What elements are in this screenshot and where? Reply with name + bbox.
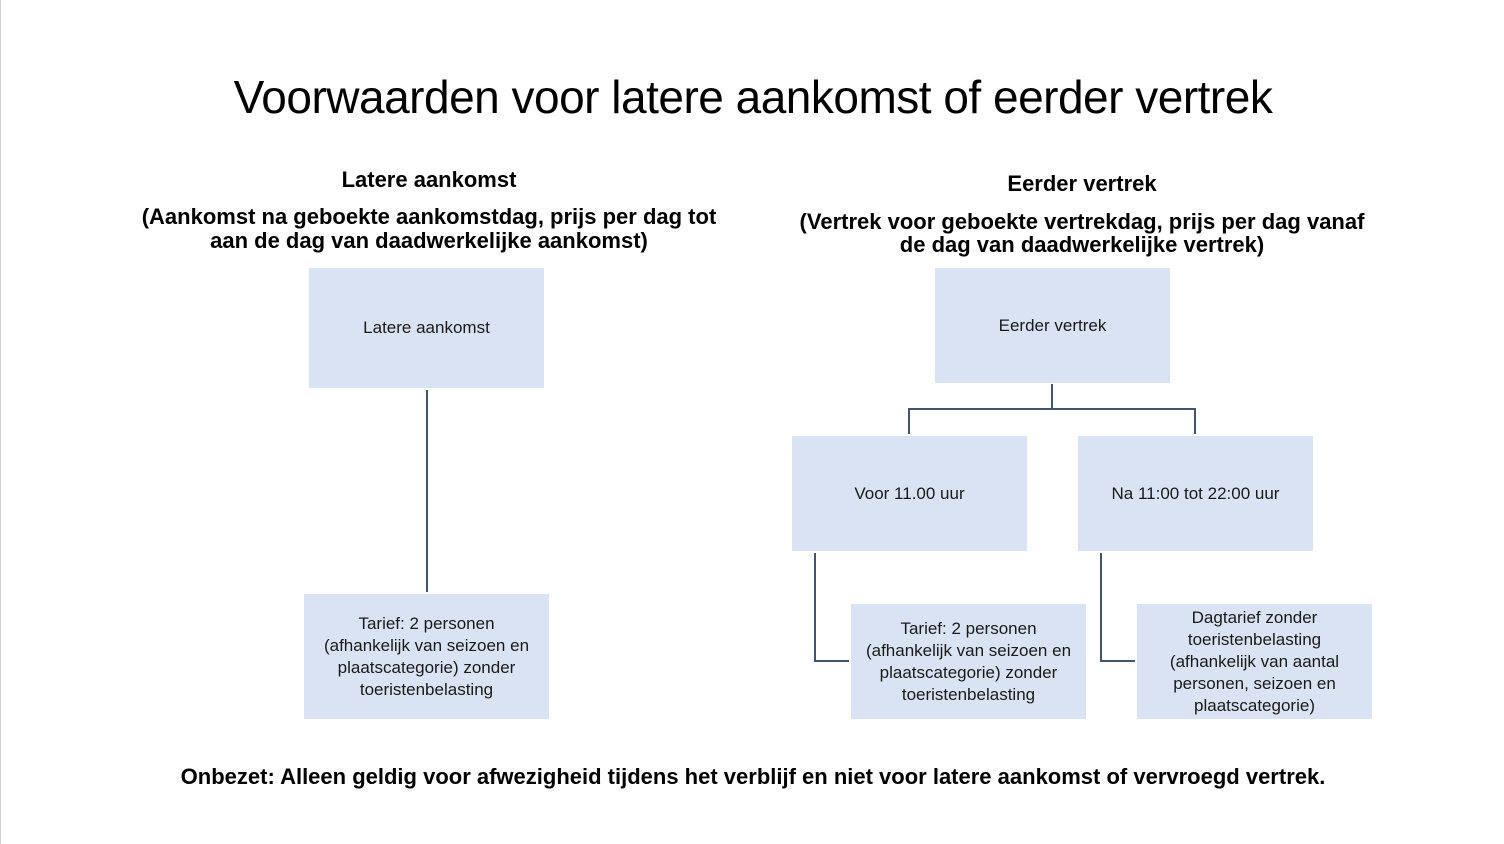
before-11-rate-box <box>851 604 1086 719</box>
left-section-heading: Latere aankomst <box>341 167 517 192</box>
after-11-day-rate-label: Dagtarief zonder toeristenbelasting (afhankelijk van aantal personen, seizoen en plaatscategorie) <box>1169 607 1340 715</box>
later-arrival-root-box <box>309 268 544 388</box>
before-11-rate-label: Tarief: 2 personen (afhankelijk van seizoen en plaatscategorie) zonder toeristenbelasting <box>865 618 1072 704</box>
right-section-heading: Eerder vertrek <box>1007 171 1157 196</box>
left-section-subtitle-line2: aan de dag van daadwerkelijke aankomst) <box>210 228 648 253</box>
page-title: Voorwaarden voor latere aankomst of eerder vertrek <box>233 71 1273 123</box>
footer-note: Onbezet: Alleen geldig voor afwezigheid tijdens het verblijf en niet voor latere aankomst of vervroegd vertrek. <box>180 764 1326 789</box>
after-11-day-rate-box <box>1137 604 1372 719</box>
early-departure-root-box <box>935 268 1170 383</box>
later-arrival-rate-box <box>304 594 549 719</box>
branch-a-to-leaf-a-line <box>815 553 849 661</box>
branch-b-to-leaf-b-line <box>1101 553 1135 661</box>
early-departure-root-label: Eerder vertrek <box>998 315 1107 335</box>
right-section-subtitle-line1: (Vertrek voor geboekte vertrekdag, prijs per dag vanaf <box>799 209 1365 234</box>
before-11-box <box>792 436 1027 551</box>
later-arrival-root-label: Latere aankomst <box>363 318 490 337</box>
left-section-subtitle-line1: (Aankomst na geboekte aankomstdag, prijs per dag tot <box>141 204 717 229</box>
after-11-to-22-box <box>1078 436 1313 551</box>
right-section-subtitle-line2: de dag van daadwerkelijke vertrek) <box>899 232 1265 257</box>
right-root-to-branch-b-line <box>1052 409 1195 434</box>
later-arrival-rate-label: Tarief: 2 personen (afhankelijk van seizoen en plaatscategorie) zonder toeristenbelasting <box>323 613 530 699</box>
before-11-label: Voor 11.00 uur <box>854 483 965 503</box>
after-11-to-22-label: Na 11:00 tot 22:00 uur <box>1111 483 1280 503</box>
right-root-to-branches-line <box>909 384 1052 434</box>
